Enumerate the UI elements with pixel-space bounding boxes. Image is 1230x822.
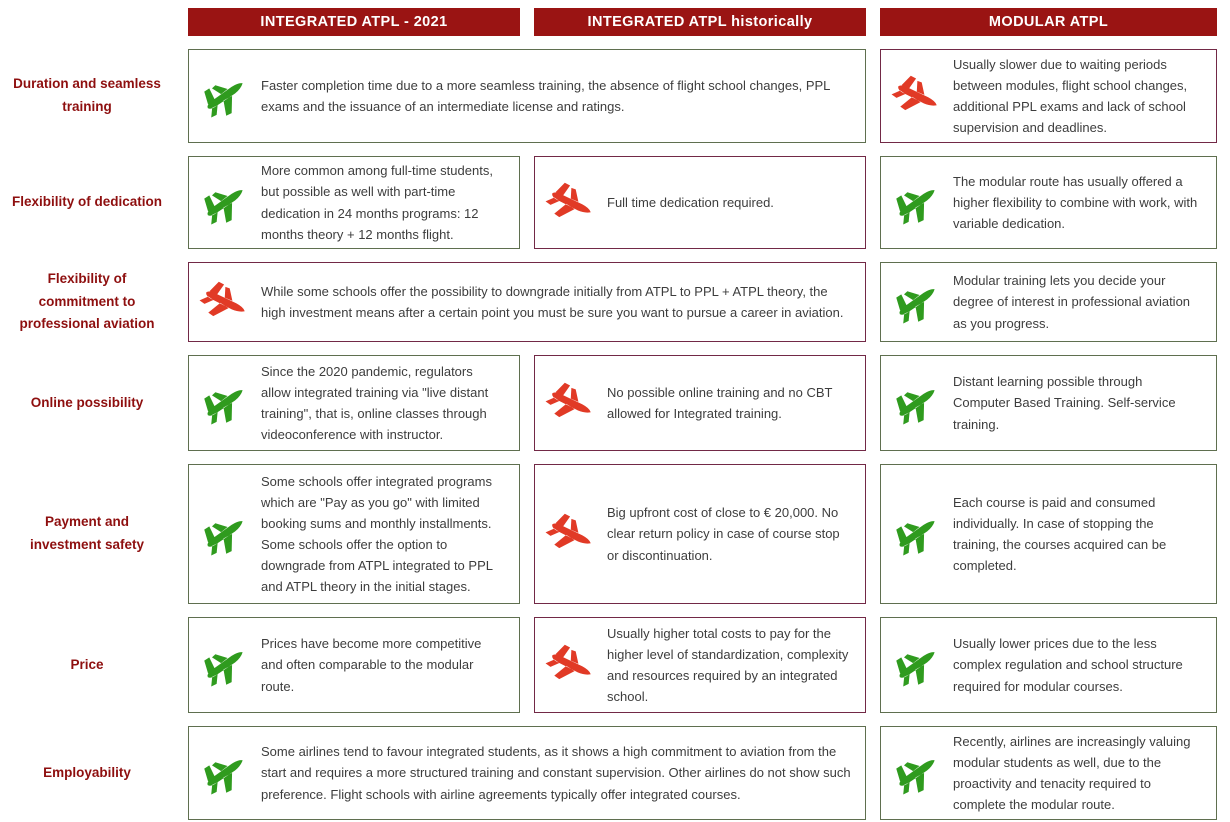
plane-descending-icon: [535, 179, 607, 227]
cell-text: Some airlines tend to favour integrated students, as it shows a high commitment to aviation from the start and requires a more structured training and constant supervision. Other airlines do not show such preference. Flight schools with airline agreements typically offer integrated courses.: [261, 744, 851, 802]
cell-text: Usually slower due to waiting periods between modules, flight school changes, additional PPL exams and lack of school supervision and deadlines.: [953, 56, 1188, 136]
row-label-flexibility-commitment: Flexibility of commitment to professional aviation: [19, 270, 155, 332]
row-label-flexibility-dedication: Flexibility of dedication: [11, 194, 163, 210]
cell-text: Prices have become more competitive and often comparable to the modular route.: [261, 636, 482, 694]
table-cell: [534, 355, 866, 451]
row-label-employability: Employability: [43, 764, 131, 780]
plane-descending-icon: [535, 510, 607, 558]
cell-text: Some schools offer integrated programs which are "Pay as you go" with limited booking sums and monthly installments. Some schools offer the option to downgrade from ATPL integrated to PPL and ATPL theory in the initial stages.: [261, 473, 493, 595]
cell-text: More common among full-time students, but possible as well with part-time dedication in 24 months programs: 12 months theory + 12 months flight.: [261, 163, 493, 242]
plane-ascending-icon: [189, 379, 261, 427]
table-cell: [188, 355, 520, 451]
cell-text: Usually lower prices due to the less complex regulation and school structure required for modular courses.: [953, 636, 1183, 694]
cell-text: While some schools offer the possibility to downgrade initially from ATPL to PPL + ATPL theory, the high investment means after a certain point you must be sure you want to pursue a career in aviation.: [261, 283, 844, 320]
row-label-payment-safety: Payment and investment safety: [29, 514, 145, 552]
plane-ascending-icon: [881, 379, 953, 427]
cell-text: Recently, airlines are increasingly valuing modular students as well, due to the proactivity and tenacity required to complete the modular route.: [953, 733, 1191, 813]
table-cell: [880, 464, 1217, 604]
table-cell: [534, 617, 866, 713]
plane-descending-icon: [881, 72, 953, 120]
table-cell: [188, 726, 866, 820]
column-header-integrated-2021: INTEGRATED ATPL - 2021: [188, 8, 520, 36]
cell-text: No possible online training and no CBT allowed for Integrated training.: [607, 384, 833, 421]
plane-ascending-icon: [189, 641, 261, 689]
table-cell: [188, 156, 520, 249]
cell-text: Full time dedication required.: [607, 194, 774, 210]
row-label-online-possibility: Online possibility: [30, 394, 144, 410]
cell-text: Faster completion time due to a more seamless training, the absence of flight school changes, PPL exams and the issuance of an intermediate license and ratings.: [261, 77, 830, 114]
plane-descending-icon: [189, 278, 261, 326]
plane-descending-icon: [535, 379, 607, 427]
cell-text: Usually higher total costs to pay for the higher level of standardization, complexity and resources required by an integrated school.: [607, 625, 849, 705]
cell-text: Modular training lets you decide your degree of interest in professional aviation as you progress.: [953, 273, 1191, 331]
cell-text: Distant learning possible through Computer Based Training. Self-service training.: [953, 374, 1176, 432]
row-label-price: Price: [70, 656, 104, 672]
cell-text: Since the 2020 pandemic, regulators allow integrated training via "live distant training", that is, online classes through videoconference with instructor.: [261, 363, 489, 443]
column-header-integrated-historically: INTEGRATED ATPL historically: [534, 8, 866, 36]
column-header-modular: MODULAR ATPL: [880, 8, 1217, 36]
plane-ascending-icon: [881, 641, 953, 689]
table-cell: [534, 156, 866, 249]
table-cell: [880, 156, 1217, 249]
plane-ascending-icon: [881, 179, 953, 227]
plane-descending-icon: [535, 641, 607, 689]
table-cell: [880, 355, 1217, 451]
cell-text: The modular route has usually offered a higher flexibility to combine with work, with variable dedication.: [953, 173, 1198, 232]
plane-ascending-icon: [189, 749, 261, 797]
cell-text: Big upfront cost of close to € 20,000. No clear return policy in case of course stop or discontinuation.: [607, 505, 840, 563]
table-cell: [880, 617, 1217, 713]
row-label-duration: Duration and seamless training: [13, 76, 161, 114]
table-cell: [188, 464, 520, 604]
cell-text: Each course is paid and consumed individually. In case of stopping the training, the courses acquired can be completed.: [953, 494, 1167, 574]
plane-ascending-icon: [189, 179, 261, 227]
table-cell: [188, 617, 520, 713]
plane-ascending-icon: [881, 510, 953, 558]
plane-ascending-icon: [881, 749, 953, 797]
table-cell: [188, 262, 866, 342]
table-cell: [880, 726, 1217, 820]
table-cell: [534, 464, 866, 604]
table-cell: [880, 49, 1217, 143]
plane-ascending-icon: [189, 510, 261, 558]
table-cell: [188, 49, 866, 143]
table-cell: [880, 262, 1217, 342]
plane-ascending-icon: [189, 72, 261, 120]
plane-ascending-icon: [881, 278, 953, 326]
